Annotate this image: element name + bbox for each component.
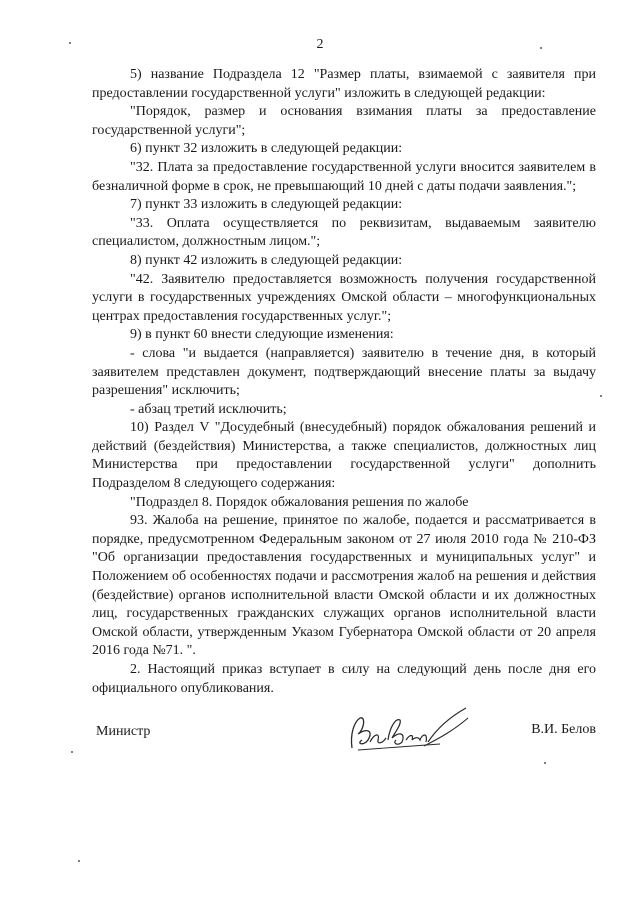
- signer-title: Министр: [96, 724, 151, 739]
- page-number: 2: [316, 37, 324, 52]
- signer-name: В.И. Белов: [531, 722, 596, 737]
- paragraph-item-93: 93. Жалоба на решение, принятое по жалобе, подается и рассматривается в порядке, предусмотренном Федеральным законом от 27 июля 2010 года № 210-ФЗ "Об организации предоставления государственных и муниципальных услуг" и Положением об особенностях подачи и рассмотрения жалоб на решения и действия (бездействие) органов исполнительной власти Омской области и их должностных лиц, государственных гражданских служащих органов исполнительной власти Омской области, утвержденным Указом Губернатора Омской области от 20 апреля 2016 года №71. ".: [92, 513, 596, 659]
- paragraph-effective-date: 2. Настоящий приказ вступает в силу на следующий день после дня его официального опубликования.: [92, 662, 596, 696]
- paragraph-item-5: 5) название Подраздела 12 "Размер платы, взимаемой с заявителя при предоставлении государственной услуги" изложить в следующей редакции:: [92, 67, 596, 101]
- document-body: [92, 66, 596, 698]
- scan-speck: [78, 860, 80, 862]
- signature-block: [96, 718, 596, 768]
- paragraph-item-8: 8) пункт 42 изложить в следующей редакции:: [130, 252, 403, 268]
- scan-speck: [540, 47, 542, 49]
- paragraph-item-9-dash-1: - слова "и выдается (направляется) заявителю в течение дня, в который заявителем представлен документ, подтверждающий внесение платы за выдачу разрешения" исключить;: [92, 345, 596, 399]
- paragraph-item-6: 6) пункт 32 изложить в следующей редакции:: [130, 141, 403, 157]
- handwritten-signature: [344, 704, 474, 756]
- paragraph-subsection-8-title: "Подраздел 8. Порядок обжалования решения по жалобе: [130, 494, 469, 510]
- paragraph-item-9-dash-2: - абзац третий исключить;: [130, 401, 287, 417]
- paragraph-item-10: 10) Раздел V "Досудебный (внесудебный) порядок обжалования решений и действий (бездействия) Министерства, а также специалистов, должностных лиц Министерства при предоставлении государственной услуги" дополнить Подразделом 8 следующего содержания:: [92, 420, 596, 492]
- scan-speck: [544, 762, 546, 764]
- scan-speck: [600, 395, 602, 397]
- scan-speck: [71, 751, 73, 753]
- scan-speck: [69, 42, 71, 44]
- paragraph-quote-42: "42. Заявителю предоставляется возможность получения государственной услуги в государственных учреждениях Омской области – многофункциональных центрах предоставления государственных услуг.";: [92, 271, 596, 324]
- paragraph-quote-32: "32. Плата за предоставление государственной услуги вносится заявителем в безналичной форме в срок, не превышающий 10 дней с даты подачи заявления.";: [92, 159, 596, 194]
- paragraph-quote-12: "Порядок, размер и основания взимания платы за предоставление государственной услуги";: [92, 104, 596, 138]
- paragraph-item-7: 7) пункт 33 изложить в следующей редакции:: [130, 197, 403, 213]
- paragraph-item-9: 9) в пункт 60 внести следующие изменения:: [130, 327, 394, 343]
- paragraph-quote-33: "33. Оплата осуществляется по реквизитам, выдаваемым заявителю специалистом, должностным лицом.";: [92, 215, 596, 250]
